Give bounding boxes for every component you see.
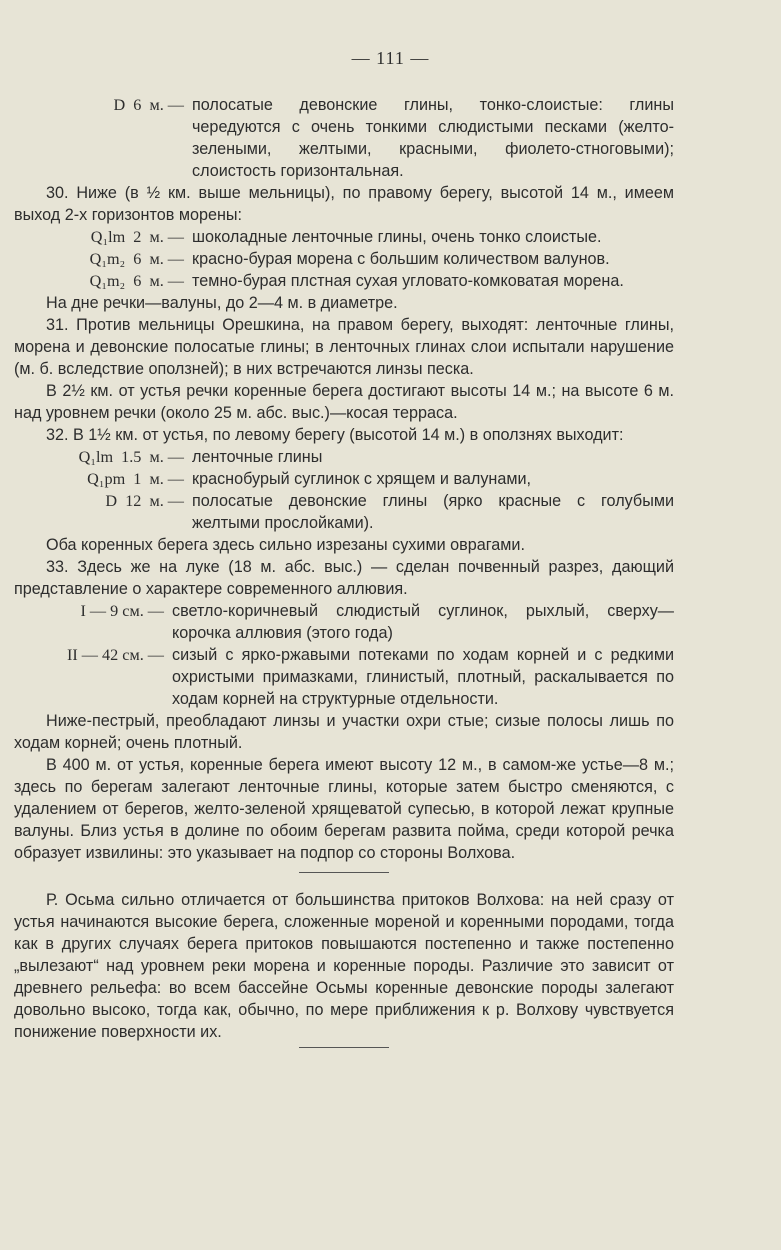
layer-entry [14,468,674,490]
conclusion-paragraph: Р. Осьма сильно отличается от большинства притоков Волхова: на ней сразу от устья начинаются высокие берега, сложенные мореной и коренными породами, тогда как в других случаях берега притоков повышаются постепенно и также постепенно „вылезают“ над уровнем реки морена и коренные породы. Различие это зависит от древнего рельефа: во всем бассейне Осьмы коренные девонские породы залегают довольно высоко, тогда как, обычно, по мере приближения к р. Волхову чувствуется понижение поверхности их. [14,891,674,1041]
layer-code: D 6 м. — [113,96,184,114]
layer-code: Q₁m₂ 6 м. — [89,250,184,268]
section-33-banks-paragraph: В 400 м. от устья, коренные берега имеют высоту 12 м., в самом-же устье—8 м.; здесь по берегам залегают ленточные глины, которые затем быстро сменяются, с удалением от берегов, желто-зеленой хрящеватой супесью, в которой лежат крупные валуны. Близ устья в долине по обоим берегам развита пойма, среди которой речка образует извилины: это указывает на подпор со стороны Волхова. [14,756,674,862]
soil-horizon-entry [14,600,674,644]
section-30-paragraph: 30. Ниже (в ½ км. выше мельницы), по правому берегу, высотой 14 м., имеем выход 2-х горизонтов морены: [14,184,674,224]
layer-code: Q₁lm 1.5 м. — [78,448,184,466]
layer-description: полосатые девонские глины, тонко-слоистые: глины чередуются с очень тонкими слюдистыми песками (желто-зелеными, желтыми, красными, фиолето-стноговыми); слоистость горизонтальная. [192,96,674,180]
section-31-paragraph: 31. Против мельницы Орешкина, на правом берегу, выходят: ленточные глины, морена и девонские полосатые глины; в ленточных глинах слои испытали нарушение (м. б. вследствие оползней); в них встречаются линзы песка. [14,316,674,378]
page-body [14,94,674,1048]
layer-entry [14,226,674,248]
horizon-code: II — 42 см. — [66,646,164,664]
soil-horizon-entry [14,644,674,710]
section-32-note: Оба коренных берега здесь сильно изрезаны сухими оврагами. [46,536,525,554]
boulders-note: На дне речки—валуны, до 2—4 м. в диаметре. [46,294,398,312]
layer-code: Q₁lm 2 м. — [90,228,184,246]
section-32-paragraph: 32. В 1½ км. от устья, по левому берегу (высотой 14 м.) в оползнях выходит: [46,426,624,444]
page-number: — 111 — [351,48,430,68]
layer-entry [14,94,674,182]
layer-code: D 12 м. — [105,492,184,510]
layer-description: темно-бурая плстная сухая угловато-комковатая морена. [192,272,624,290]
layer-entry [14,446,674,468]
layer-description: красно-бурая морена с большим количеством валунов. [192,250,610,268]
section-33-note: Ниже-пестрый, преобладают линзы и участки охри стые; сизые полосы лишь по ходам корней; очень плотный. [14,712,674,752]
layer-entry [14,270,674,292]
horizon-description: сизый с ярко-ржавыми потеками по ходам корней и с редкими охристыми примазками, глинистый, плотный, раскалывается по ходам корней на структурные отдельности. [172,646,674,708]
section-31-height-note: В 2½ км. от устья речки коренные берега достигают высоты 14 м.; на высоте 6 м. над уровнем речки (около 25 м. абс. выс.)—косая терраса. [14,382,674,422]
horizon-description: светло-коричневый слюдистый суглинок, рыхлый, сверху—корочка аллювия (этого года) [172,602,674,642]
layer-description: краснобурый суглинок с хрящем и валунами, [192,470,532,488]
layer-code: Q₁m₂ 6 м. — [89,272,184,290]
layer-description: шоколадные ленточные глины, очень тонко слоистые. [192,228,602,246]
section-33-paragraph: 33. Здесь же на луке (18 м. абс. выс.) — сделан почвенный разрез, дающий представление о характере современного аллювия. [14,558,674,598]
end-divider [299,1047,389,1048]
horizon-code: I — 9 см. — [80,602,164,620]
layer-entry [14,248,674,270]
layer-description: полосатые девонские глины (ярко красные с голубыми желтыми прослойками). [192,492,674,532]
layer-code: Q₁pm 1 м. — [87,470,184,488]
layer-entry [14,490,674,534]
layer-description: ленточные глины [192,448,323,466]
